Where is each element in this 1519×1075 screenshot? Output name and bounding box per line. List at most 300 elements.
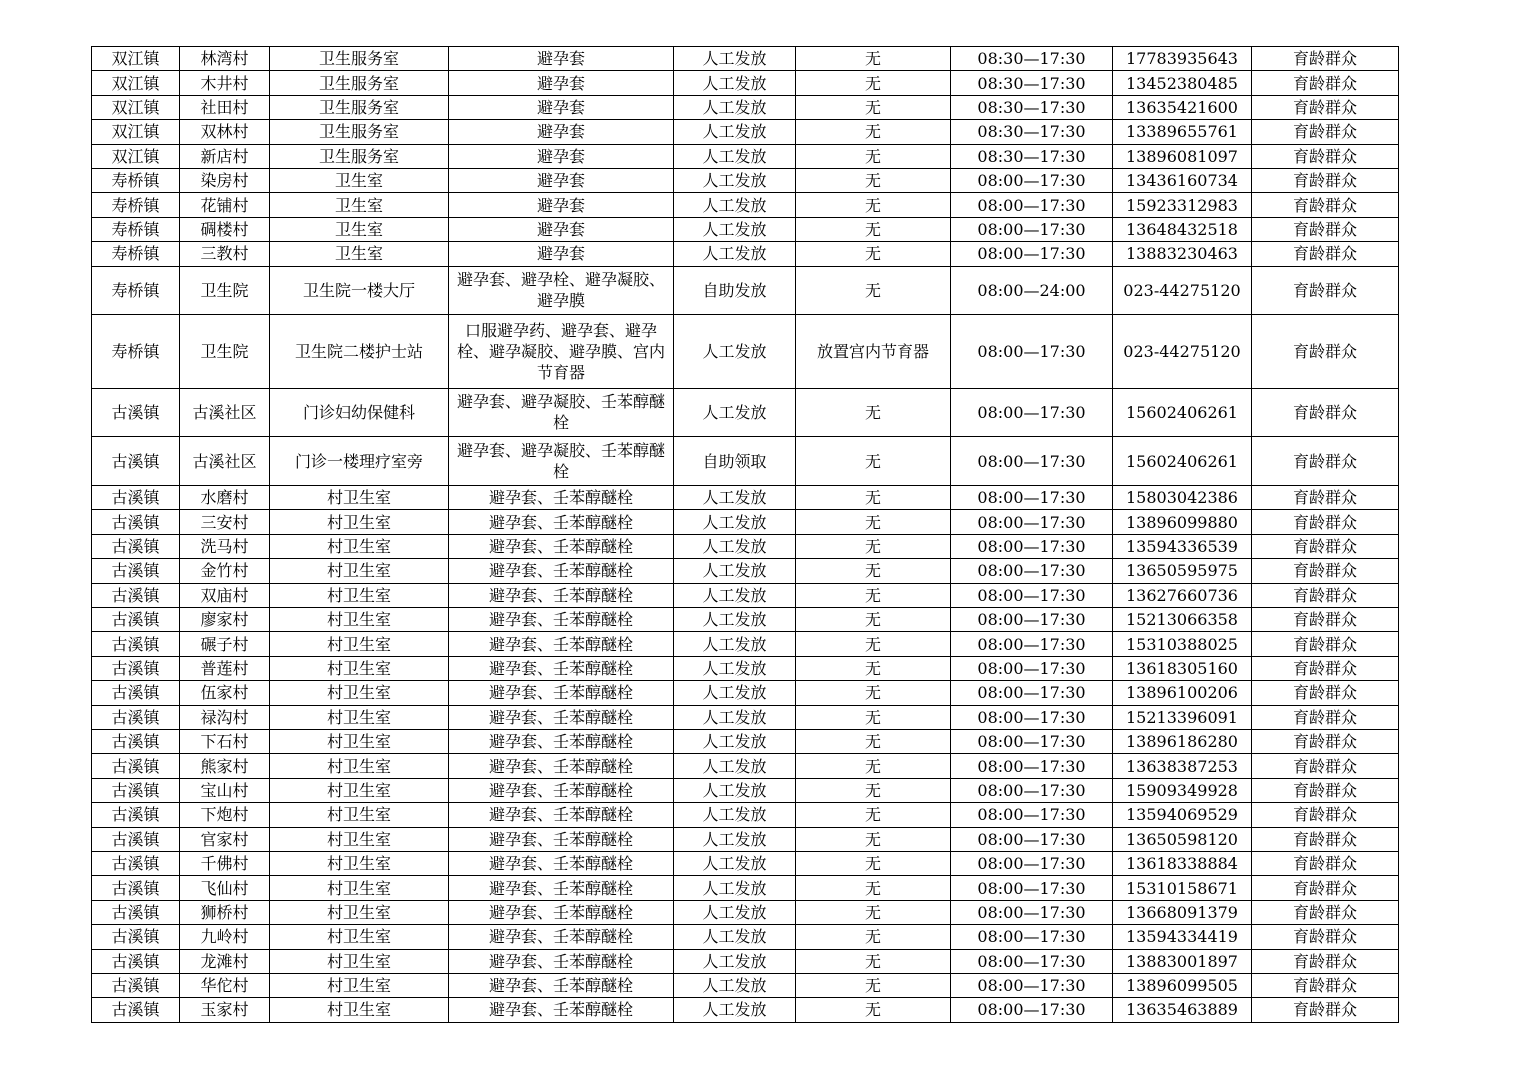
phone-cell: 13883001897	[1113, 949, 1252, 973]
table-row	[92, 973, 1399, 997]
site-cell: 水磨村	[180, 486, 270, 510]
site-cell: 三安村	[180, 510, 270, 534]
location-cell: 村卫生室	[270, 754, 449, 778]
items-cell: 避孕套	[449, 71, 674, 95]
method-cell: 人工发放	[674, 71, 796, 95]
table-row	[92, 437, 1399, 486]
site-cell: 卫生院	[180, 266, 270, 315]
location-cell: 村卫生室	[270, 998, 449, 1022]
hours-cell: 08:00—17:30	[951, 168, 1113, 192]
location-cell: 卫生室	[270, 217, 449, 241]
items-cell: 避孕套	[449, 217, 674, 241]
iud-service-cell: 无	[796, 681, 951, 705]
iud-service-cell: 无	[796, 510, 951, 534]
method-cell: 人工发放	[674, 681, 796, 705]
town-cell: 古溪镇	[92, 876, 180, 900]
items-cell: 避孕套、壬苯醇醚栓	[449, 705, 674, 729]
town-cell: 古溪镇	[92, 998, 180, 1022]
town-cell: 寿桥镇	[92, 242, 180, 266]
table-row	[92, 803, 1399, 827]
table-row	[92, 608, 1399, 632]
iud-service-cell: 无	[796, 559, 951, 583]
phone-cell: 15213396091	[1113, 705, 1252, 729]
phone-cell: 13650598120	[1113, 827, 1252, 851]
location-cell: 卫生室	[270, 168, 449, 192]
town-cell: 古溪镇	[92, 388, 180, 437]
items-cell: 避孕套	[449, 193, 674, 217]
location-cell: 村卫生室	[270, 608, 449, 632]
method-cell: 人工发放	[674, 730, 796, 754]
hours-cell: 08:00—17:30	[951, 242, 1113, 266]
town-cell: 古溪镇	[92, 681, 180, 705]
phone-cell: 13594334419	[1113, 925, 1252, 949]
table-row	[92, 876, 1399, 900]
location-cell: 村卫生室	[270, 486, 449, 510]
site-cell: 碾子村	[180, 632, 270, 656]
town-cell: 寿桥镇	[92, 315, 180, 388]
hours-cell: 08:00—17:30	[951, 803, 1113, 827]
target-group-cell: 育龄群众	[1252, 315, 1399, 388]
site-cell: 下炮村	[180, 803, 270, 827]
target-group-cell: 育龄群众	[1252, 486, 1399, 510]
table-row	[92, 47, 1399, 71]
target-group-cell: 育龄群众	[1252, 998, 1399, 1022]
hours-cell: 08:30—17:30	[951, 120, 1113, 144]
items-cell: 避孕套、壬苯醇醚栓	[449, 583, 674, 607]
hours-cell: 08:00—17:30	[951, 730, 1113, 754]
phone-cell: 13883230463	[1113, 242, 1252, 266]
town-cell: 古溪镇	[92, 827, 180, 851]
items-cell: 避孕套、壬苯醇醚栓	[449, 973, 674, 997]
iud-service-cell: 无	[796, 95, 951, 119]
target-group-cell: 育龄群众	[1252, 803, 1399, 827]
phone-cell: 15602406261	[1113, 437, 1252, 486]
items-cell: 避孕套、壬苯醇醚栓	[449, 851, 674, 875]
table-row	[92, 486, 1399, 510]
location-cell: 卫生室	[270, 242, 449, 266]
location-cell: 村卫生室	[270, 510, 449, 534]
phone-cell: 15310388025	[1113, 632, 1252, 656]
site-cell: 古溪社区	[180, 388, 270, 437]
table-row	[92, 144, 1399, 168]
phone-cell: 13594069529	[1113, 803, 1252, 827]
items-cell: 避孕套	[449, 95, 674, 119]
location-cell: 村卫生室	[270, 534, 449, 558]
location-cell: 村卫生室	[270, 681, 449, 705]
phone-cell: 13635421600	[1113, 95, 1252, 119]
method-cell: 人工发放	[674, 242, 796, 266]
table-row	[92, 266, 1399, 315]
iud-service-cell: 无	[796, 193, 951, 217]
table-row	[92, 656, 1399, 680]
items-cell: 避孕套、壬苯醇醚栓	[449, 778, 674, 802]
target-group-cell: 育龄群众	[1252, 71, 1399, 95]
target-group-cell: 育龄群众	[1252, 534, 1399, 558]
method-cell: 人工发放	[674, 998, 796, 1022]
method-cell: 人工发放	[674, 534, 796, 558]
method-cell: 人工发放	[674, 925, 796, 949]
table-row	[92, 730, 1399, 754]
phone-cell: 13594336539	[1113, 534, 1252, 558]
iud-service-cell: 无	[796, 973, 951, 997]
table-row	[92, 315, 1399, 388]
target-group-cell: 育龄群众	[1252, 632, 1399, 656]
site-cell: 林湾村	[180, 47, 270, 71]
town-cell: 双江镇	[92, 120, 180, 144]
phone-cell: 13627660736	[1113, 583, 1252, 607]
hours-cell: 08:30—17:30	[951, 95, 1113, 119]
table-row	[92, 754, 1399, 778]
table-row	[92, 925, 1399, 949]
items-cell: 避孕套、壬苯醇醚栓	[449, 534, 674, 558]
target-group-cell: 育龄群众	[1252, 973, 1399, 997]
method-cell: 人工发放	[674, 315, 796, 388]
table-row	[92, 632, 1399, 656]
town-cell: 双江镇	[92, 144, 180, 168]
method-cell: 人工发放	[674, 510, 796, 534]
town-cell: 古溪镇	[92, 486, 180, 510]
method-cell: 人工发放	[674, 583, 796, 607]
items-cell: 避孕套、壬苯醇醚栓	[449, 510, 674, 534]
town-cell: 古溪镇	[92, 632, 180, 656]
target-group-cell: 育龄群众	[1252, 656, 1399, 680]
site-cell: 碉楼村	[180, 217, 270, 241]
table-row	[92, 851, 1399, 875]
phone-cell: 13668091379	[1113, 900, 1252, 924]
phone-cell: 13436160734	[1113, 168, 1252, 192]
hours-cell: 08:00—24:00	[951, 266, 1113, 315]
phone-cell: 15923312983	[1113, 193, 1252, 217]
phone-cell: 023-44275120	[1113, 315, 1252, 388]
phone-cell: 023-44275120	[1113, 266, 1252, 315]
town-cell: 古溪镇	[92, 534, 180, 558]
items-cell: 避孕套	[449, 47, 674, 71]
location-cell: 卫生服务室	[270, 144, 449, 168]
method-cell: 人工发放	[674, 876, 796, 900]
hours-cell: 08:00—17:30	[951, 851, 1113, 875]
items-cell: 避孕套、壬苯醇醚栓	[449, 681, 674, 705]
location-cell: 卫生服务室	[270, 120, 449, 144]
location-cell: 村卫生室	[270, 803, 449, 827]
location-cell: 卫生服务室	[270, 71, 449, 95]
town-cell: 古溪镇	[92, 559, 180, 583]
site-cell: 双庙村	[180, 583, 270, 607]
method-cell: 人工发放	[674, 388, 796, 437]
table-row	[92, 217, 1399, 241]
iud-service-cell: 无	[796, 632, 951, 656]
iud-service-cell: 无	[796, 71, 951, 95]
target-group-cell: 育龄群众	[1252, 851, 1399, 875]
target-group-cell: 育龄群众	[1252, 510, 1399, 534]
iud-service-cell: 无	[796, 217, 951, 241]
location-cell: 村卫生室	[270, 730, 449, 754]
method-cell: 人工发放	[674, 803, 796, 827]
distribution-sites-table	[91, 46, 1399, 1023]
items-cell: 避孕套、避孕凝胶、壬苯醇醚栓	[449, 437, 674, 486]
site-cell: 木井村	[180, 71, 270, 95]
location-cell: 村卫生室	[270, 973, 449, 997]
site-cell: 伍家村	[180, 681, 270, 705]
town-cell: 古溪镇	[92, 656, 180, 680]
town-cell: 双江镇	[92, 95, 180, 119]
iud-service-cell: 无	[796, 925, 951, 949]
site-cell: 龙滩村	[180, 949, 270, 973]
method-cell: 人工发放	[674, 656, 796, 680]
target-group-cell: 育龄群众	[1252, 388, 1399, 437]
target-group-cell: 育龄群众	[1252, 266, 1399, 315]
site-cell: 宝山村	[180, 778, 270, 802]
method-cell: 人工发放	[674, 827, 796, 851]
method-cell: 人工发放	[674, 217, 796, 241]
hours-cell: 08:00—17:30	[951, 583, 1113, 607]
method-cell: 人工发放	[674, 486, 796, 510]
target-group-cell: 育龄群众	[1252, 681, 1399, 705]
method-cell: 人工发放	[674, 973, 796, 997]
hours-cell: 08:00—17:30	[951, 193, 1113, 217]
items-cell: 避孕套、壬苯醇醚栓	[449, 876, 674, 900]
hours-cell: 08:00—17:30	[951, 217, 1113, 241]
method-cell: 人工发放	[674, 705, 796, 729]
target-group-cell: 育龄群众	[1252, 95, 1399, 119]
target-group-cell: 育龄群众	[1252, 144, 1399, 168]
iud-service-cell: 无	[796, 388, 951, 437]
phone-cell: 13618338884	[1113, 851, 1252, 875]
target-group-cell: 育龄群众	[1252, 949, 1399, 973]
site-cell: 玉家村	[180, 998, 270, 1022]
target-group-cell: 育龄群众	[1252, 705, 1399, 729]
iud-service-cell: 无	[796, 778, 951, 802]
site-cell: 廖家村	[180, 608, 270, 632]
items-cell: 避孕套、壬苯醇醚栓	[449, 827, 674, 851]
iud-service-cell: 无	[796, 949, 951, 973]
town-cell: 双江镇	[92, 71, 180, 95]
phone-cell: 13618305160	[1113, 656, 1252, 680]
method-cell: 人工发放	[674, 95, 796, 119]
table-row	[92, 583, 1399, 607]
site-cell: 染房村	[180, 168, 270, 192]
location-cell: 卫生院一楼大厅	[270, 266, 449, 315]
town-cell: 古溪镇	[92, 608, 180, 632]
site-cell: 古溪社区	[180, 437, 270, 486]
method-cell: 人工发放	[674, 632, 796, 656]
hours-cell: 08:00—17:30	[951, 656, 1113, 680]
hours-cell: 08:00—17:30	[951, 632, 1113, 656]
site-cell: 金竹村	[180, 559, 270, 583]
phone-cell: 15803042386	[1113, 486, 1252, 510]
table-row	[92, 998, 1399, 1022]
hours-cell: 08:00—17:30	[951, 388, 1113, 437]
town-cell: 古溪镇	[92, 583, 180, 607]
location-cell: 村卫生室	[270, 876, 449, 900]
method-cell: 自助发放	[674, 266, 796, 315]
phone-cell: 13635463889	[1113, 998, 1252, 1022]
location-cell: 村卫生室	[270, 632, 449, 656]
phone-cell: 13896081097	[1113, 144, 1252, 168]
items-cell: 避孕套、壬苯醇醚栓	[449, 656, 674, 680]
iud-service-cell: 无	[796, 876, 951, 900]
hours-cell: 08:00—17:30	[951, 876, 1113, 900]
items-cell: 口服避孕药、避孕套、避孕栓、避孕凝胶、避孕膜、宫内节育器	[449, 315, 674, 388]
target-group-cell: 育龄群众	[1252, 754, 1399, 778]
items-cell: 避孕套、壬苯醇醚栓	[449, 900, 674, 924]
iud-service-cell: 无	[796, 608, 951, 632]
location-cell: 村卫生室	[270, 559, 449, 583]
hours-cell: 08:00—17:30	[951, 681, 1113, 705]
target-group-cell: 育龄群众	[1252, 925, 1399, 949]
hours-cell: 08:30—17:30	[951, 144, 1113, 168]
site-cell: 花铺村	[180, 193, 270, 217]
iud-service-cell: 无	[796, 754, 951, 778]
items-cell: 避孕套	[449, 242, 674, 266]
target-group-cell: 育龄群众	[1252, 217, 1399, 241]
iud-service-cell: 无	[796, 730, 951, 754]
iud-service-cell: 无	[796, 583, 951, 607]
table-row	[92, 71, 1399, 95]
iud-service-cell: 无	[796, 900, 951, 924]
town-cell: 古溪镇	[92, 510, 180, 534]
table-body	[92, 47, 1399, 1023]
table-row	[92, 510, 1399, 534]
town-cell: 古溪镇	[92, 778, 180, 802]
iud-service-cell: 无	[796, 47, 951, 71]
table-row	[92, 705, 1399, 729]
phone-cell: 13896186280	[1113, 730, 1252, 754]
iud-service-cell: 无	[796, 266, 951, 315]
phone-cell: 13389655761	[1113, 120, 1252, 144]
site-cell: 下石村	[180, 730, 270, 754]
site-cell: 狮桥村	[180, 900, 270, 924]
hours-cell: 08:00—17:30	[951, 315, 1113, 388]
table-row	[92, 559, 1399, 583]
table-row	[92, 388, 1399, 437]
table-row	[92, 242, 1399, 266]
table-row	[92, 193, 1399, 217]
hours-cell: 08:00—17:30	[951, 705, 1113, 729]
hours-cell: 08:00—17:30	[951, 998, 1113, 1022]
items-cell: 避孕套、壬苯醇醚栓	[449, 949, 674, 973]
phone-cell: 13896099505	[1113, 973, 1252, 997]
target-group-cell: 育龄群众	[1252, 559, 1399, 583]
hours-cell: 08:00—17:30	[951, 486, 1113, 510]
table-row	[92, 949, 1399, 973]
site-cell: 普莲村	[180, 656, 270, 680]
hours-cell: 08:00—17:30	[951, 754, 1113, 778]
method-cell: 人工发放	[674, 608, 796, 632]
phone-cell: 15213066358	[1113, 608, 1252, 632]
method-cell: 人工发放	[674, 168, 796, 192]
town-cell: 古溪镇	[92, 900, 180, 924]
method-cell: 人工发放	[674, 193, 796, 217]
hours-cell: 08:00—17:30	[951, 510, 1113, 534]
town-cell: 古溪镇	[92, 730, 180, 754]
iud-service-cell: 无	[796, 827, 951, 851]
method-cell: 人工发放	[674, 949, 796, 973]
site-cell: 新店村	[180, 144, 270, 168]
site-cell: 华佗村	[180, 973, 270, 997]
items-cell: 避孕套	[449, 120, 674, 144]
iud-service-cell: 放置宫内节育器	[796, 315, 951, 388]
iud-service-cell: 无	[796, 120, 951, 144]
iud-service-cell: 无	[796, 437, 951, 486]
method-cell: 人工发放	[674, 120, 796, 144]
iud-service-cell: 无	[796, 534, 951, 558]
method-cell: 自助领取	[674, 437, 796, 486]
hours-cell: 08:00—17:30	[951, 534, 1113, 558]
method-cell: 人工发放	[674, 900, 796, 924]
target-group-cell: 育龄群众	[1252, 900, 1399, 924]
town-cell: 寿桥镇	[92, 217, 180, 241]
iud-service-cell: 无	[796, 998, 951, 1022]
items-cell: 避孕套、壬苯醇醚栓	[449, 559, 674, 583]
method-cell: 人工发放	[674, 778, 796, 802]
hours-cell: 08:00—17:30	[951, 827, 1113, 851]
location-cell: 卫生服务室	[270, 47, 449, 71]
items-cell: 避孕套、避孕凝胶、壬苯醇醚栓	[449, 388, 674, 437]
phone-cell: 15602406261	[1113, 388, 1252, 437]
target-group-cell: 育龄群众	[1252, 778, 1399, 802]
phone-cell: 15310158671	[1113, 876, 1252, 900]
town-cell: 寿桥镇	[92, 168, 180, 192]
items-cell: 避孕套、壬苯醇醚栓	[449, 925, 674, 949]
site-cell: 卫生院	[180, 315, 270, 388]
phone-cell: 17783935643	[1113, 47, 1252, 71]
items-cell: 避孕套、壬苯醇醚栓	[449, 754, 674, 778]
town-cell: 古溪镇	[92, 925, 180, 949]
hours-cell: 08:00—17:30	[951, 900, 1113, 924]
target-group-cell: 育龄群众	[1252, 437, 1399, 486]
method-cell: 人工发放	[674, 144, 796, 168]
location-cell: 村卫生室	[270, 827, 449, 851]
town-cell: 古溪镇	[92, 973, 180, 997]
site-cell: 熊家村	[180, 754, 270, 778]
items-cell: 避孕套、壬苯醇醚栓	[449, 632, 674, 656]
items-cell: 避孕套、壬苯醇醚栓	[449, 998, 674, 1022]
town-cell: 寿桥镇	[92, 193, 180, 217]
site-cell: 官家村	[180, 827, 270, 851]
target-group-cell: 育龄群众	[1252, 583, 1399, 607]
target-group-cell: 育龄群众	[1252, 120, 1399, 144]
hours-cell: 08:30—17:30	[951, 71, 1113, 95]
items-cell: 避孕套、壬苯醇醚栓	[449, 486, 674, 510]
hours-cell: 08:00—17:30	[951, 925, 1113, 949]
phone-cell: 13896099880	[1113, 510, 1252, 534]
iud-service-cell: 无	[796, 486, 951, 510]
site-cell: 社田村	[180, 95, 270, 119]
town-cell: 古溪镇	[92, 705, 180, 729]
phone-cell: 13452380485	[1113, 71, 1252, 95]
iud-service-cell: 无	[796, 656, 951, 680]
town-cell: 古溪镇	[92, 437, 180, 486]
target-group-cell: 育龄群众	[1252, 168, 1399, 192]
items-cell: 避孕套	[449, 168, 674, 192]
method-cell: 人工发放	[674, 851, 796, 875]
hours-cell: 08:00—17:30	[951, 559, 1113, 583]
location-cell: 村卫生室	[270, 851, 449, 875]
site-cell: 禄沟村	[180, 705, 270, 729]
table-row	[92, 168, 1399, 192]
site-cell: 九岭村	[180, 925, 270, 949]
location-cell: 村卫生室	[270, 656, 449, 680]
table-row	[92, 827, 1399, 851]
iud-service-cell: 无	[796, 803, 951, 827]
phone-cell: 15909349928	[1113, 778, 1252, 802]
location-cell: 村卫生室	[270, 583, 449, 607]
method-cell: 人工发放	[674, 754, 796, 778]
hours-cell: 08:00—17:30	[951, 437, 1113, 486]
location-cell: 村卫生室	[270, 925, 449, 949]
target-group-cell: 育龄群众	[1252, 193, 1399, 217]
iud-service-cell: 无	[796, 144, 951, 168]
